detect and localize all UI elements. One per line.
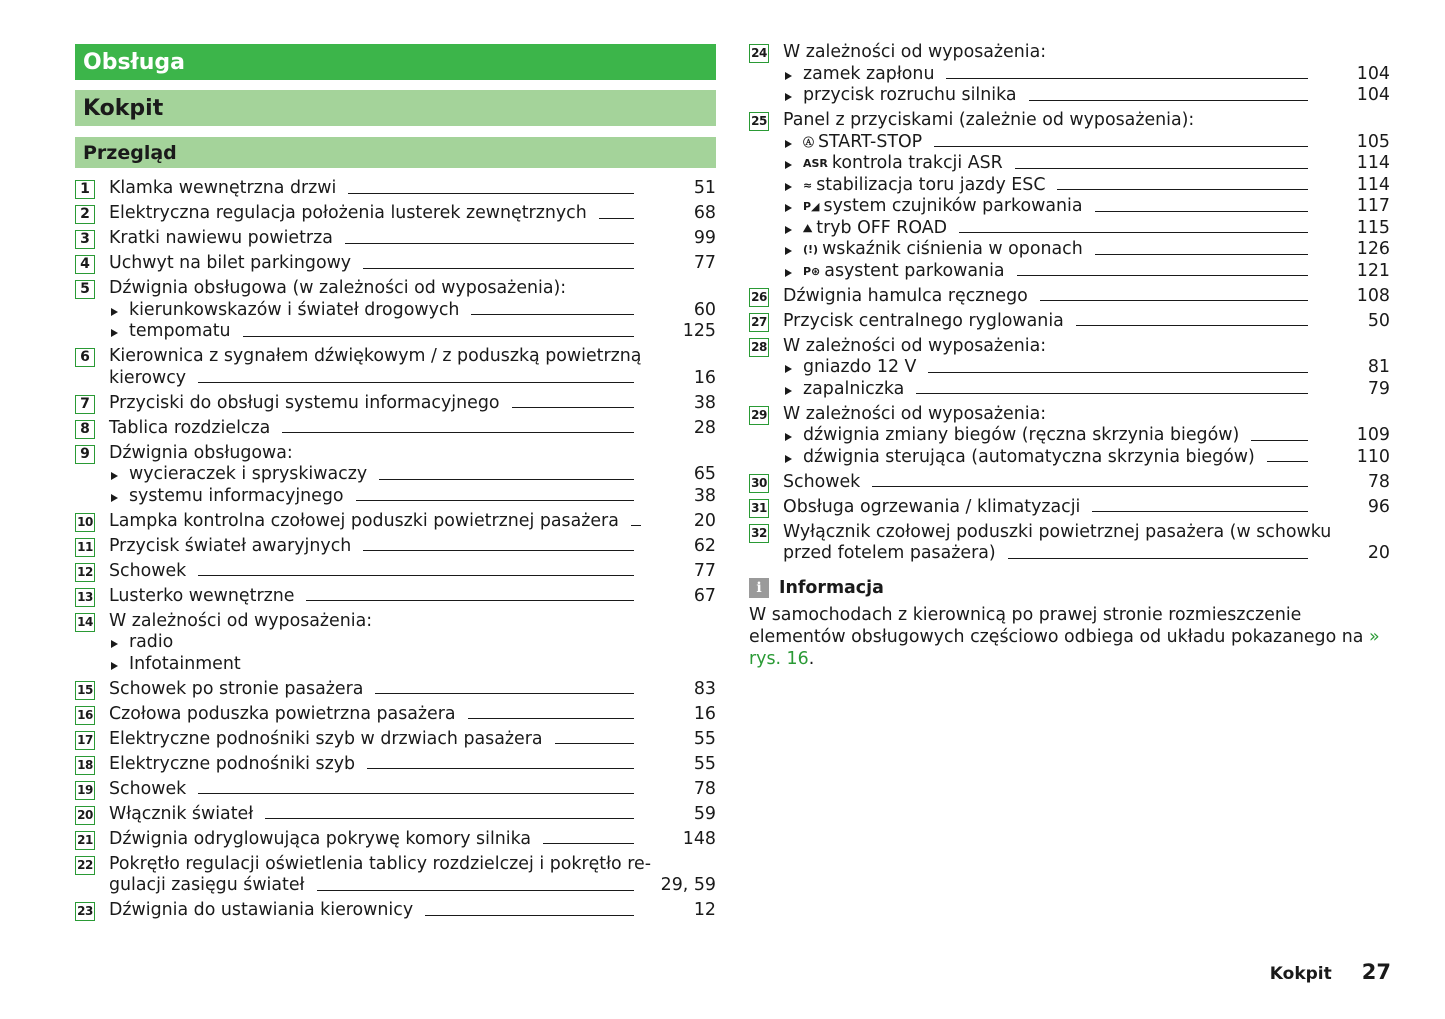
page-ref[interactable]: 108 [1356, 285, 1390, 306]
legend-item [75, 228, 716, 250]
footer-section: Kokpit [1269, 964, 1332, 984]
item-number: 28 [749, 338, 769, 357]
legend-item [749, 42, 1390, 107]
item-line [109, 253, 716, 275]
item-label: przycisk rozruchu silnika [803, 85, 1017, 105]
item-number: 13 [75, 588, 95, 607]
leader-line [631, 525, 641, 526]
figure-link[interactable]: » rys. 16 [749, 627, 1380, 669]
legend-item [749, 472, 1390, 494]
legend-item [75, 854, 716, 897]
item-number: 21 [75, 831, 95, 850]
page-ref[interactable]: 104 [1356, 85, 1390, 105]
item-line [109, 586, 716, 608]
item-label: kierowcy [109, 367, 187, 388]
sub-item [109, 632, 716, 654]
leader-line [1095, 254, 1308, 255]
page-ref[interactable]: 59 [693, 803, 716, 824]
leader-line [1008, 558, 1308, 559]
page-ref[interactable]: 109 [1356, 425, 1390, 445]
page-ref[interactable]: 20 [1367, 543, 1390, 563]
item-label: asystent parkowania [824, 260, 1005, 281]
sub-item [783, 239, 1390, 261]
leader-line [317, 890, 634, 891]
page-ref[interactable]: 81 [1367, 357, 1390, 377]
item-line [109, 393, 716, 415]
item-line [109, 178, 716, 200]
item-number: 24 [749, 44, 769, 63]
item-number: 1 [75, 180, 95, 199]
legend-item [75, 253, 716, 275]
legend-item [75, 611, 716, 676]
page-ref[interactable]: 117 [1356, 196, 1390, 216]
item-label: Elektryczne podnośniki szyb w drzwiach pasażera [109, 728, 543, 749]
leader-line [1095, 211, 1309, 212]
page-ref[interactable]: 78 [693, 778, 716, 799]
item-label: Przyciski do obsługi systemu informacyjnego [109, 392, 500, 413]
sub-item [783, 64, 1390, 86]
item-label: Schowek [109, 778, 187, 799]
page-ref[interactable]: 114 [1356, 174, 1390, 195]
item-label: Przycisk centralnego ryglowania [783, 310, 1064, 331]
item-line [109, 536, 716, 558]
item-line [783, 311, 1390, 333]
item-number: 3 [75, 230, 95, 249]
sub-item [783, 132, 1390, 154]
page-ref[interactable]: 65 [693, 464, 716, 484]
item-label: przed fotelem pasażera) [783, 543, 996, 563]
legend-item [75, 704, 716, 726]
item-label: Lusterko wewnętrzne [109, 585, 295, 606]
legend-item [749, 110, 1390, 282]
item-label: stabilizacja toru jazdy ESC [816, 174, 1046, 195]
item-label: Panel z przyciskami (zależnie od wyposażenia): [783, 110, 1195, 130]
page-ref[interactable]: 60 [693, 299, 716, 320]
leader-line [345, 243, 634, 244]
leader-line [363, 268, 634, 269]
item-line [109, 228, 716, 250]
item-label: dźwignia zmiany biegów (ręczna skrzynia biegów) [803, 425, 1240, 445]
item-label: W zależności od wyposażenia: [783, 335, 1047, 356]
legend-item [75, 393, 716, 415]
item-number: 20 [75, 806, 95, 825]
leader-line [471, 314, 634, 315]
item-label: gulacji zasięgu świateł [109, 875, 305, 895]
sub-item [109, 300, 716, 322]
item-label: Schowek [109, 560, 187, 581]
item-label: Lampka kontrolna czołowej poduszki powietrznej pasażera [109, 510, 619, 531]
item-label: Dźwignia odryglowująca pokrywę komory silnika [109, 828, 532, 849]
item-label: Schowek [783, 471, 861, 492]
leader-line [356, 500, 634, 501]
item-line [109, 611, 716, 633]
item-label: Uchwyt na bilet parkingowy [109, 253, 352, 273]
item-number: 5 [75, 280, 95, 299]
item-label: Infotainment [129, 653, 241, 674]
legend-item [749, 497, 1390, 519]
item-label: Kierownica z sygnałem dźwiękowym / z poduszką powietrzną [109, 346, 642, 366]
function-symbol-icon: ASR [803, 157, 828, 170]
sub-item [783, 196, 1390, 218]
item-line [109, 729, 716, 751]
item-line [783, 110, 1390, 132]
legend-item [749, 286, 1390, 308]
info-heading [749, 578, 884, 598]
item-label: Klamka wewnętrzna drzwi [109, 178, 337, 198]
item-line [109, 278, 716, 300]
page-ref[interactable]: 83 [693, 678, 716, 699]
item-label: Dźwignia obsługowa (w zależności od wyposażenia): [109, 278, 567, 298]
leader-line [198, 575, 634, 576]
item-line [109, 900, 716, 922]
item-label: Tablica rozdzielcza [109, 417, 271, 438]
function-symbol-icon: (!) [803, 243, 819, 256]
leader-line [1076, 325, 1308, 326]
sub-item [783, 261, 1390, 283]
item-label: Elektryczna regulacja położenia lusterek zewnętrznych [109, 203, 587, 223]
page-ref[interactable]: 148 [682, 828, 716, 849]
page-ref[interactable]: 104 [1356, 63, 1390, 84]
page-ref[interactable]: 121 [1356, 260, 1390, 281]
item-label: Schowek po stronie pasażera [109, 678, 364, 699]
item-number: 14 [75, 613, 95, 632]
leader-line [1092, 511, 1308, 512]
page-ref[interactable]: 38 [693, 485, 716, 506]
page-ref[interactable]: 28 [693, 417, 716, 438]
page-ref[interactable]: 78 [1367, 471, 1390, 492]
function-symbol-icon: ⛰ [803, 221, 813, 235]
leader-line [425, 915, 634, 916]
page-ref[interactable]: 96 [1367, 496, 1390, 517]
item-line [109, 804, 716, 826]
page-ref[interactable]: 20 [693, 510, 716, 531]
page-ref[interactable]: 29, 59 [660, 875, 716, 895]
legend-item [749, 311, 1390, 333]
page-ref[interactable]: 77 [693, 560, 716, 581]
sub-item [783, 175, 1390, 197]
subsection-heading: Przegląd [75, 137, 716, 168]
leader-line [306, 600, 634, 601]
leader-line [379, 479, 634, 480]
item-line [783, 497, 1390, 519]
item-label: W zależności od wyposażenia: [783, 42, 1047, 62]
leader-line [512, 407, 634, 408]
item-number: 6 [75, 348, 95, 367]
item-line [109, 346, 716, 368]
item-number: 9 [75, 445, 95, 464]
leader-line [348, 193, 634, 194]
item-line [783, 286, 1390, 308]
leader-line [1015, 168, 1308, 169]
page-ref[interactable]: 105 [1356, 131, 1390, 152]
item-number: 29 [749, 406, 769, 425]
leader-line [959, 232, 1308, 233]
page-ref[interactable]: 51 [693, 178, 716, 198]
legend-item [75, 346, 716, 389]
page-ref[interactable]: 12 [693, 900, 716, 920]
page-ref[interactable]: 55 [693, 728, 716, 749]
item-label: Obsługa ogrzewania / klimatyzacji [783, 496, 1081, 517]
leader-line [198, 382, 634, 383]
item-number: 8 [75, 420, 95, 439]
page-ref[interactable]: 126 [1356, 239, 1390, 259]
leader-line [1251, 440, 1308, 441]
leader-line [1017, 275, 1308, 276]
legend-item [75, 278, 716, 343]
leader-line [934, 146, 1308, 147]
item-line [783, 42, 1390, 64]
sub-item [783, 85, 1390, 107]
leader-line [243, 336, 634, 337]
leader-line [1029, 100, 1308, 101]
item-line [109, 829, 716, 851]
sub-item [783, 379, 1390, 401]
page-ref[interactable]: 50 [1367, 310, 1390, 331]
item-label: W zależności od wyposażenia: [783, 403, 1047, 424]
item-label: Dźwignia do ustawiania kierownicy [109, 900, 414, 920]
item-label: systemu informacyjnego [129, 485, 344, 506]
item-label: tempomatu [129, 321, 231, 341]
legend-item [75, 178, 716, 200]
page-ref[interactable]: 38 [693, 392, 716, 413]
item-label: Czołowa poduszka powietrzna pasażera [109, 703, 456, 724]
item-number: 32 [749, 524, 769, 543]
sub-item [783, 425, 1390, 447]
leader-line [1057, 189, 1308, 190]
leader-line [1040, 300, 1308, 301]
page-ref[interactable]: 16 [693, 703, 716, 724]
legend-item [75, 829, 716, 851]
item-label: dźwignia sterująca (automatyczna skrzynia biegów) [803, 446, 1255, 467]
item-number: 15 [75, 681, 95, 700]
sub-item [783, 218, 1390, 240]
leader-line [363, 550, 634, 551]
item-line [109, 443, 716, 465]
item-label: Włącznik świateł [109, 803, 254, 824]
item-label: START-STOP [818, 131, 923, 152]
sub-item [783, 447, 1390, 469]
leader-line [555, 743, 634, 744]
function-symbol-icon: ≈ [803, 178, 813, 192]
item-number: 26 [749, 288, 769, 307]
item-number: 19 [75, 781, 95, 800]
info-text [749, 604, 1390, 670]
item-number: 12 [75, 563, 95, 582]
item-label: wycieraczek i spryskiwaczy [129, 464, 368, 484]
legend-item [749, 336, 1390, 401]
function-symbol-icon: P◢ [803, 200, 820, 213]
item-line [109, 511, 716, 533]
item-number: 7 [75, 395, 95, 414]
item-line [783, 543, 1390, 565]
item-label: wskaźnik ciśnienia w oponach [822, 239, 1083, 259]
item-line [783, 472, 1390, 494]
page-footer [1270, 960, 1391, 984]
item-label: Elektryczne podnośniki szyb [109, 753, 356, 774]
sub-item [783, 357, 1390, 379]
legend-item [75, 511, 716, 533]
leader-line [872, 486, 1308, 487]
legend-item [749, 404, 1390, 469]
item-label: Dźwignia obsługowa: [109, 442, 293, 463]
item-label: kontrola trakcji ASR [831, 153, 1003, 173]
item-line [783, 336, 1390, 358]
sub-item [109, 654, 716, 676]
item-label: kierunkowskazów i świateł drogowych [129, 299, 460, 320]
sub-item [109, 321, 716, 343]
leader-line [367, 768, 634, 769]
page-ref[interactable]: 67 [693, 585, 716, 606]
item-label: radio [129, 632, 174, 652]
legend-item [75, 561, 716, 583]
leader-line [468, 718, 634, 719]
page-ref[interactable]: 79 [1367, 378, 1390, 399]
item-label: gniazdo 12 V [803, 357, 917, 377]
legend-item [75, 900, 716, 922]
item-line [109, 203, 716, 225]
page-ref[interactable]: 62 [693, 535, 716, 556]
page-ref[interactable]: 16 [693, 367, 716, 388]
item-number: 18 [75, 756, 95, 775]
item-label: tryb OFF ROAD [816, 217, 948, 238]
legend-item [75, 729, 716, 751]
item-number: 23 [75, 902, 95, 921]
item-number: 30 [749, 474, 769, 493]
legend-item [75, 586, 716, 608]
page-ref[interactable]: 55 [693, 753, 716, 774]
leader-line [543, 843, 634, 844]
item-line [109, 854, 716, 876]
item-line [109, 779, 716, 801]
legend-item [75, 779, 716, 801]
page-number: 27 [1361, 960, 1391, 984]
item-line [109, 561, 716, 583]
item-line [109, 754, 716, 776]
leader-line [928, 372, 1308, 373]
leader-line [916, 393, 1308, 394]
legend-item [75, 443, 716, 508]
page-ref[interactable]: 68 [693, 203, 716, 223]
info-icon: i [749, 578, 769, 598]
leader-line [1267, 461, 1308, 462]
item-number: 4 [75, 255, 95, 274]
function-symbol-icon: P⊛ [803, 264, 821, 278]
item-line [109, 368, 716, 390]
item-label: Przycisk świateł awaryjnych [109, 535, 352, 556]
legend-item [75, 679, 716, 701]
leader-line [599, 218, 634, 219]
item-label: Kratki nawiewu powietrza [109, 228, 333, 248]
item-line [109, 418, 716, 440]
legend-item [75, 804, 716, 826]
item-label: zamek zapłonu [803, 63, 935, 84]
item-line [783, 522, 1390, 544]
item-number: 16 [75, 706, 95, 725]
item-line [109, 704, 716, 726]
item-line [109, 679, 716, 701]
item-label: zapalniczka [803, 378, 905, 399]
item-label: W zależności od wyposażenia: [109, 610, 373, 631]
info-body: W samochodach z kierownicą po prawej stronie rozmieszczenie elementów obsługowych częściowo odbiega od układu pokazanego na [749, 605, 1369, 647]
item-line [783, 404, 1390, 426]
page-ref[interactable]: 115 [1356, 217, 1390, 238]
legend-item [75, 536, 716, 558]
item-number: 27 [749, 313, 769, 332]
page-ref[interactable]: 125 [682, 321, 716, 341]
page-ref[interactable]: 77 [693, 253, 716, 273]
info-title: Informacja [779, 578, 884, 598]
function-symbol-icon: Ⓐ [803, 135, 814, 149]
sub-item [783, 153, 1390, 175]
item-label: Dźwignia hamulca ręcznego [783, 285, 1028, 306]
item-number: 11 [75, 538, 95, 557]
section-heading: Kokpit [75, 90, 716, 126]
chapter-heading: Obsługa [75, 44, 716, 80]
legend-item [749, 522, 1390, 565]
item-line [109, 875, 716, 897]
legend-item [75, 203, 716, 225]
legend-item [75, 418, 716, 440]
sub-item [109, 486, 716, 508]
item-number: 17 [75, 731, 95, 750]
page-ref[interactable]: 99 [693, 228, 716, 248]
leader-line [946, 78, 1308, 79]
legend-item [75, 754, 716, 776]
page-ref[interactable]: 114 [1356, 153, 1390, 173]
leader-line [282, 432, 634, 433]
sub-item [109, 464, 716, 486]
item-number: 2 [75, 205, 95, 224]
item-number: 25 [749, 112, 769, 131]
leader-line [375, 693, 634, 694]
info-end: . [808, 649, 815, 669]
item-number: 22 [75, 856, 95, 875]
item-label: system czujników parkowania [823, 196, 1083, 216]
page-ref[interactable]: 110 [1356, 446, 1390, 467]
leader-line [198, 793, 634, 794]
item-number: 31 [749, 499, 769, 518]
item-number: 10 [75, 513, 95, 532]
item-label: Pokrętło regulacji oświetlenia tablicy rozdzielczej i pokrętło re- [109, 853, 651, 874]
item-label: Wyłącznik czołowej poduszki powietrznej pasażera (w schowku [783, 521, 1332, 542]
leader-line [265, 818, 634, 819]
